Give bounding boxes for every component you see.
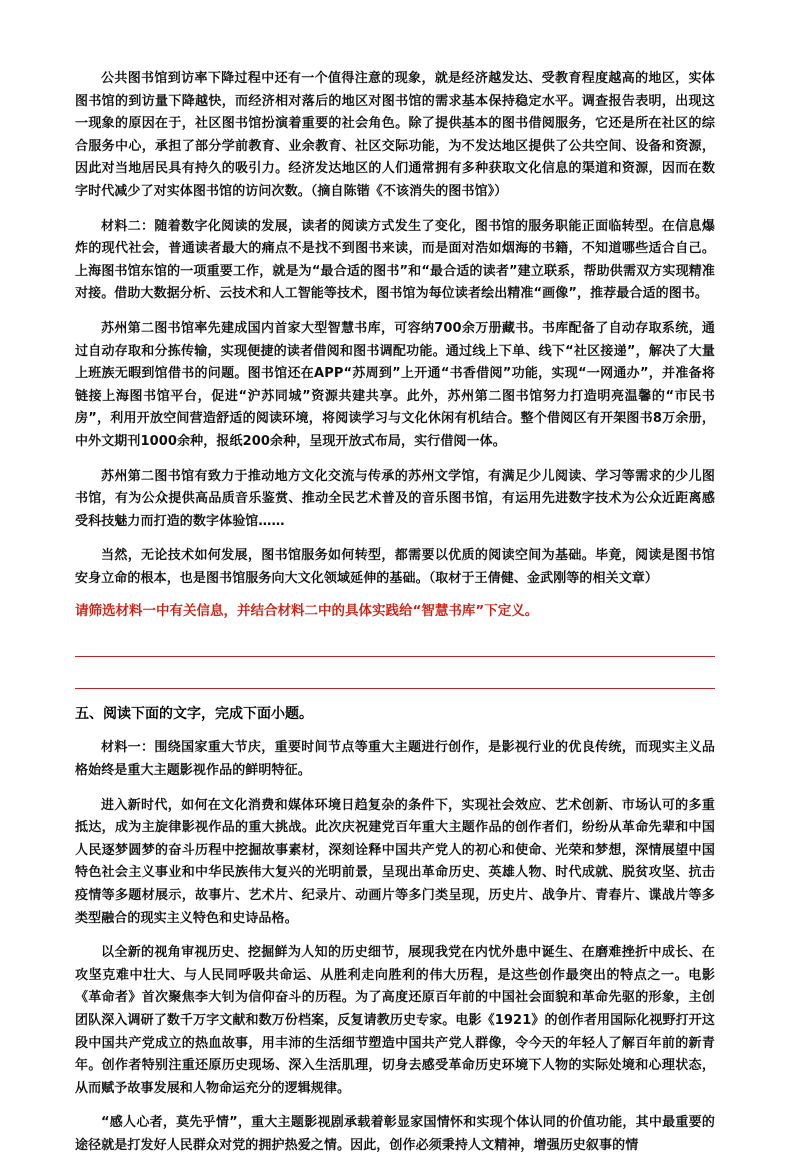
answer-line-2[interactable] [75,688,715,689]
section5-paragraph-2: 进入新时代，如何在文化消费和媒体环境日趋复杂的条件下，实现社会效应、艺术创新、市场认可的多重抵达，成为主旋律影视作品的重大挑战。此次庆祝建党百年重大主题作品的创作者们，纷纷从革命先辈和中国人民逐梦圆梦的奋斗历程中挖掘故事素材，深刻诠释中国共产党人的初心和使命、光荣和梦想，深情展望中国特色社会主义事业和中华民族伟大复兴的光明前景，呈现出革命历史、英雄人物、时代成就、脱贫攻坚、抗击疫情等多题材展示，故事片、艺术片、纪录片、动画片等多门类呈现，历史片、战争片、青春片、谍战片等多类型融合的现实主义特色和史诗品格。 [75,797,715,926]
section-5-heading: 五、阅读下面的文字，完成下面小题。 [75,706,313,723]
material2-paragraph-3: 苏州第二图书馆有致力于推动地方文化交流与传承的苏州文学馆，有满足少儿阅读、学习等需求的少儿图书馆，有为公众提供高品质音乐鉴赏、推动全民艺术普及的音乐图书馆，有运用先进数字技术为公众近距离感受科技魅力而打造的数字体验馆…… [75,468,715,529]
question-prompt: 请筛选材料一中有关信息，并结合材料二中的具体实践给“智慧书库”下定义。 [75,603,539,620]
section5-paragraph-3: 以全新的视角审视历史、挖掘鲜为人知的历史细节，展现我党在内忧外患中诞生、在磨难挫折中成长、在攻坚克难中壮大、与人民同呼吸共命运、从胜利走向胜利的伟大历程，是这些创作最突出的特点之一。电影《革命者》首次聚焦李大钊为信仰奋斗的历程。为了高度还原百年前的中国社会面貌和革命先驱的形象，主创团队深入调研了数千万字文献和数万份档案，反复请教历史专家。电影《1921》的创作者用国际化视野打开这段中国共产党成立的热血故事，用丰沛的生活细节塑造中国共产党人群像，令今天的年轻人了解百年前的新青年。创作者特别注重还原历史现场、深入生活肌理，切身去感受革命历史环境下人物的实际处境和心理状态，从而赋予故事发展和人物命运充分的逻辑规律。 [75,945,715,1096]
material2-paragraph-4: 当然，无论技术如何发展，图书馆服务如何转型，都需要以优质的阅读空间为基础。毕竟，阅读是图书馆安身立命的根本，也是图书馆服务向大文化领域延伸的基础。（取材于王倩健、金武刚等的相关文章） [75,548,715,586]
section5-paragraph-1: 材料一：围绕国家重大节庆，重要时间节点等重大主题进行创作，是影视行业的优良传统，而现实主义品格始终是重大主题影视作品的鲜明特征。 [75,740,715,779]
material2-paragraph-1: 材料二：随着数字化阅读的发展，读者的阅读方式发生了变化，图书馆的服务职能正面临转型。在信息爆炸的现代社会，普通读者最大的痛点不是找不到图书来读，而是面对浩如烟海的书籍，不知道哪些适合自己。上海图书馆东馆的一项重要工作，就是为“最合适的图书”和“最合适的读者”建立联系，帮助供需双方实现精准对接。借助大数据分析、云技术和人工智能等技术，图书馆为每位读者绘出精准“画像”，推荐最合适的图书。 [75,218,715,302]
material1-tail-paragraph: 公共图书馆到访率下降过程中还有一个值得注意的现象，就是经济越发达、受教育程度越高的地区，实体图书馆的到访量下降越快，而经济相对落后的地区对图书馆的需求基本保持稳定水平。调查报告表明，出现这一现象的原因在于，社区图书馆扮演着重要的社会角色。除了提供基本的图书借阅服务，它还是所在社区的综合服务中心，承担了部分学前教育、业余教育、社区交际功能，为不发达地区提供了公共空间、设备和资源，因此对当地居民具有持久的吸引力。经济发达地区的人们通常拥有多种获取文化信息的渠道和资源，因而在数字时代减少了对实体图书馆的访问次数。（摘自陈锴《不该消失的图书馆》） [75,71,715,199]
material2-paragraph-2: 苏州第二图书馆率先建成国内首家大型智慧书库，可容纳700余万册藏书。书库配备了自动存取系统，通过自动存取和分拣传输，实现便捷的读者借阅和图书调配功能。通过线上下单、线下“社区接递”，解决了大量上班族无暇到馆借书的问题。图书馆还在APP“苏周到”上开通“书香借阅”功能，实现“一网通办”，并准备将链接上海图书馆平台，促进“沪苏同城”资源共建共享。此外，苏州第二图书馆努力打造明亮温馨的“市民书房”，利用开放空间营造舒适的阅读环境，将阅读学习与文化休闲有机结合。整个借阅区有开架图书8万余册，中外文期刊1000余种，报纸200余种，呈现开放式布局，实行借阅一体。 [75,320,715,449]
answer-line-1[interactable] [75,656,715,657]
document-page [75,68,715,1158]
section5-paragraph-4: “感人心者，莫先乎情”，重大主题影视剧承载着彰显家国情怀和实现个体认同的价值功能，其中最重要的途径就是打发好人民群众对党的拥护热爱之情。因此，创作必须秉持人文精神，增强历史叙事的情 [75,1115,715,1153]
